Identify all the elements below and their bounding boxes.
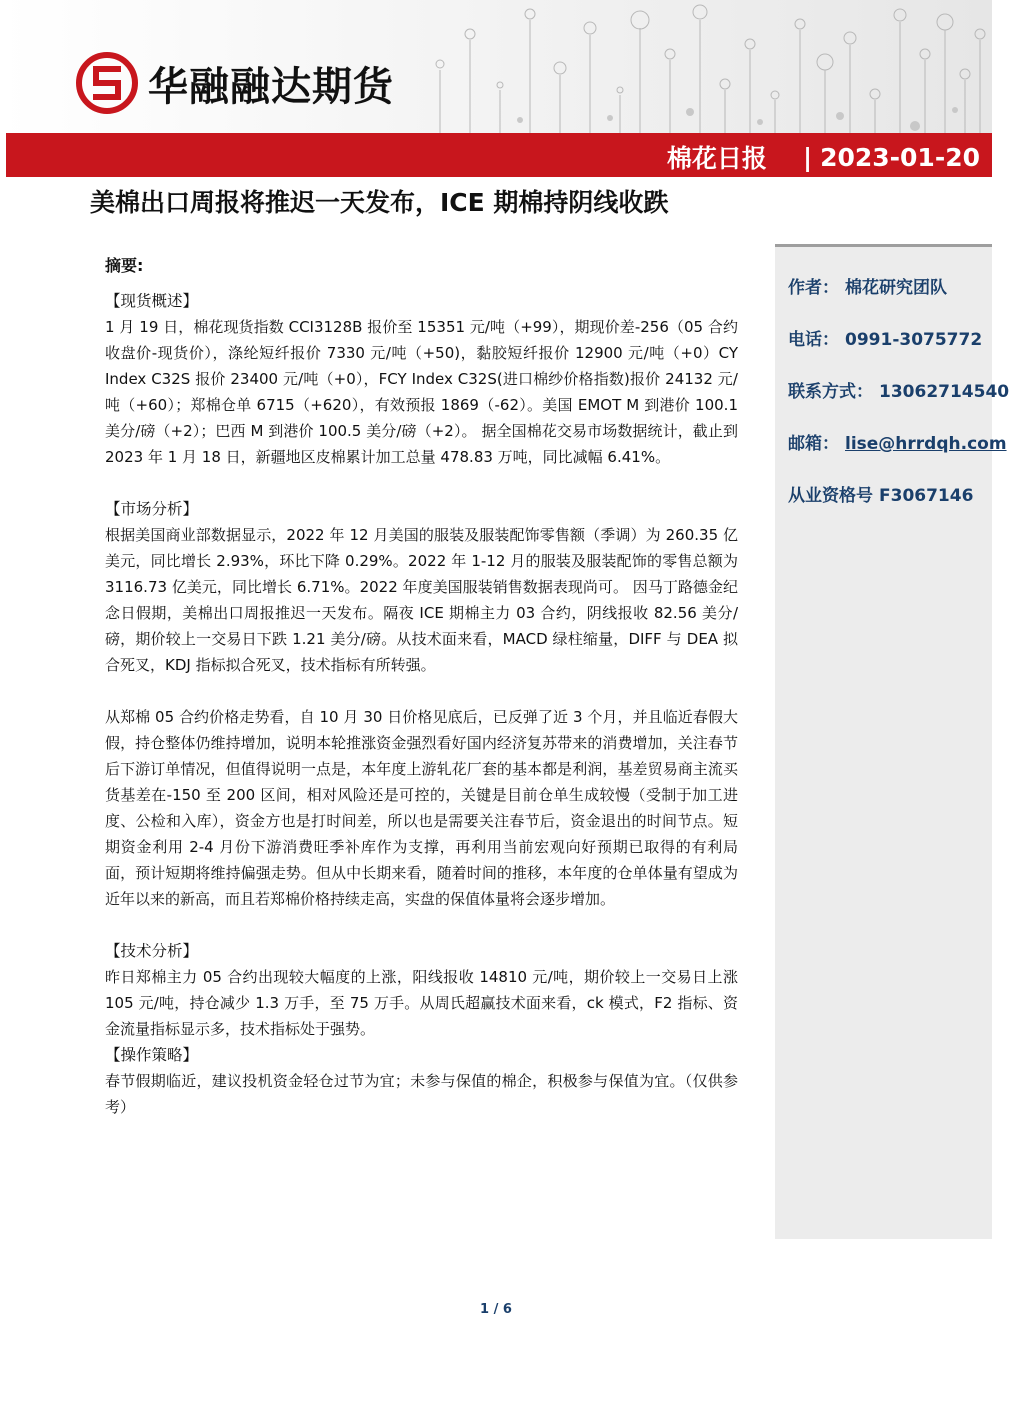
license-value: F3067146 <box>879 486 974 506</box>
author-label: 作者： <box>788 278 839 298</box>
license-line <box>788 481 973 506</box>
phone-label: 电话： <box>788 330 839 350</box>
paragraph-technical: 昨日郑棉主力 05 合约出现较大幅度的上涨，阳线报收 14810 元/吨，期价较上一交易日上涨 105 元/吨，持仓减少 1.3 万手，至 75 万手。从周氏超赢技术面来看，ck 模式，F2 指标、资金流量指标显示多，技术指标处于强势。 <box>105 968 738 1038</box>
email-label: 邮箱： <box>788 434 839 454</box>
contact-value: 13062714540 <box>879 382 1009 402</box>
email-link[interactable]: lise@hrrdqh.com <box>845 434 1007 454</box>
paragraph-market-1: 根据美国商业部数据显示，2022 年 12 月美国的服装及服装配饰零售额（季调）为 260.35 亿美元，同比增长 2.93%，环比下降 0.29%。2022 年 1-12 月的服装及服装配饰的零售总额为 3116.73 亿美元，同比增长 6.71%。2022 年度美国服装销售数据表现尚可。 因马丁路德金纪念日假期，美棉出口周报推迟一天发布。隔夜 ICE 期棉主力 03 合约，阴线报收 82.56 美分/磅，期价较上一交易日下跌 1.21 美分/磅。从技术面来看，MACD 绿柱缩量，DIFF 与 DEA 拟合死叉，KDJ 指标拟合死叉，技术指标有所转强。 <box>105 526 738 674</box>
author-value: 棉花研究团队 <box>845 278 947 298</box>
author-sidebar <box>775 244 1009 1239</box>
section-heading-market: 【市场分析】 <box>105 500 199 518</box>
contact-label: 联系方式： <box>788 382 873 402</box>
paragraph-strategy: 春节假期临近，建议投机资金轻仓过节为宜；未参与保值的棉企，积极参与保值为宜。（仅供参考） <box>105 1072 738 1116</box>
section-heading-strategy: 【操作策略】 <box>105 1046 199 1064</box>
email-line <box>788 429 1007 454</box>
brand-logo <box>76 52 394 114</box>
section-heading-technical: 【技术分析】 <box>105 942 199 960</box>
phone-value: 0991-3075772 <box>845 330 983 350</box>
author-line <box>788 273 947 298</box>
logo-mark-icon <box>76 52 138 114</box>
report-title: 美棉出口周报将推迟一天发布，ICE 期棉持阴线收跌 <box>90 188 669 217</box>
phone-line <box>788 325 982 350</box>
report-type: 棉花日报 <box>666 144 767 173</box>
section-heading-spot: 【现货概述】 <box>105 292 199 310</box>
abstract-label: 摘要: <box>105 256 144 275</box>
contact-line <box>788 377 1009 402</box>
paragraph-market-2: 从郑棉 05 合约价格走势看，自 10 月 30 日价格见底后，已反弹了近 3 个月，并且临近春假大假，持仓整体仍维持增加，说明本轮推涨资金强烈看好国内经济复苏带来的消费增加，关注春节后下游订单情况，但值得说明一点是，本年度上游轧花厂套的基本都是利润，基差贸易商主流买货基差在-150 至 200 区间，相对风险还是可控的，关键是目前仓单生成较慢（受制于加工进度、公检和入库），资金方也是打时间差，所以也是需要关注春节后，资金退出的时间节点。短期资金利用 2-4 月份下游消费旺季补库作为支撑，再利用当前宏观向好预期已取得的有利局面，预计短期将维持偏强走势。但从中长期来看，随着时间的推移，本年度的仓单体量有望成为近年以来的新高，而且若郑棉价格持续走高，实盘的保值体量将会逐步增加。 <box>105 708 738 908</box>
brand-name: 华融融达期货 <box>148 63 394 110</box>
license-label: 从业资格号 <box>788 486 873 506</box>
report-header <box>667 139 980 175</box>
header-separator: | <box>802 142 813 172</box>
page-number: 1 / 6 <box>480 1302 512 1317</box>
report-date: 2023-01-20 <box>820 142 980 172</box>
paragraph-spot: 1 月 19 日，棉花现货指数 CCI3128B 报价至 15351 元/吨（+99），期现价差-256（05 合约收盘价-现货价），涤纶短纤报价 7330 元/吨（+50)，黏胶短纤报价 12900 元/吨（+0）CY Index C32S 报价 23400 元/吨（+0），FCY Index C32S(进口棉纱价格指数)报价 24132 元/吨（+60）；郑棉仓单 6715（+620），有效预报 1869（-62）。美国 EMOT M 到港价 100.1 美分/磅（+2）；巴西 M 到港价 100.5 美分/磅（+2）。 据全国棉花交易市场数据统计，截止到 2023 年 1 月 18 日，新疆地区皮棉累计加工总量 478.83 万吨，同比减幅 6.41%。 <box>105 318 738 466</box>
